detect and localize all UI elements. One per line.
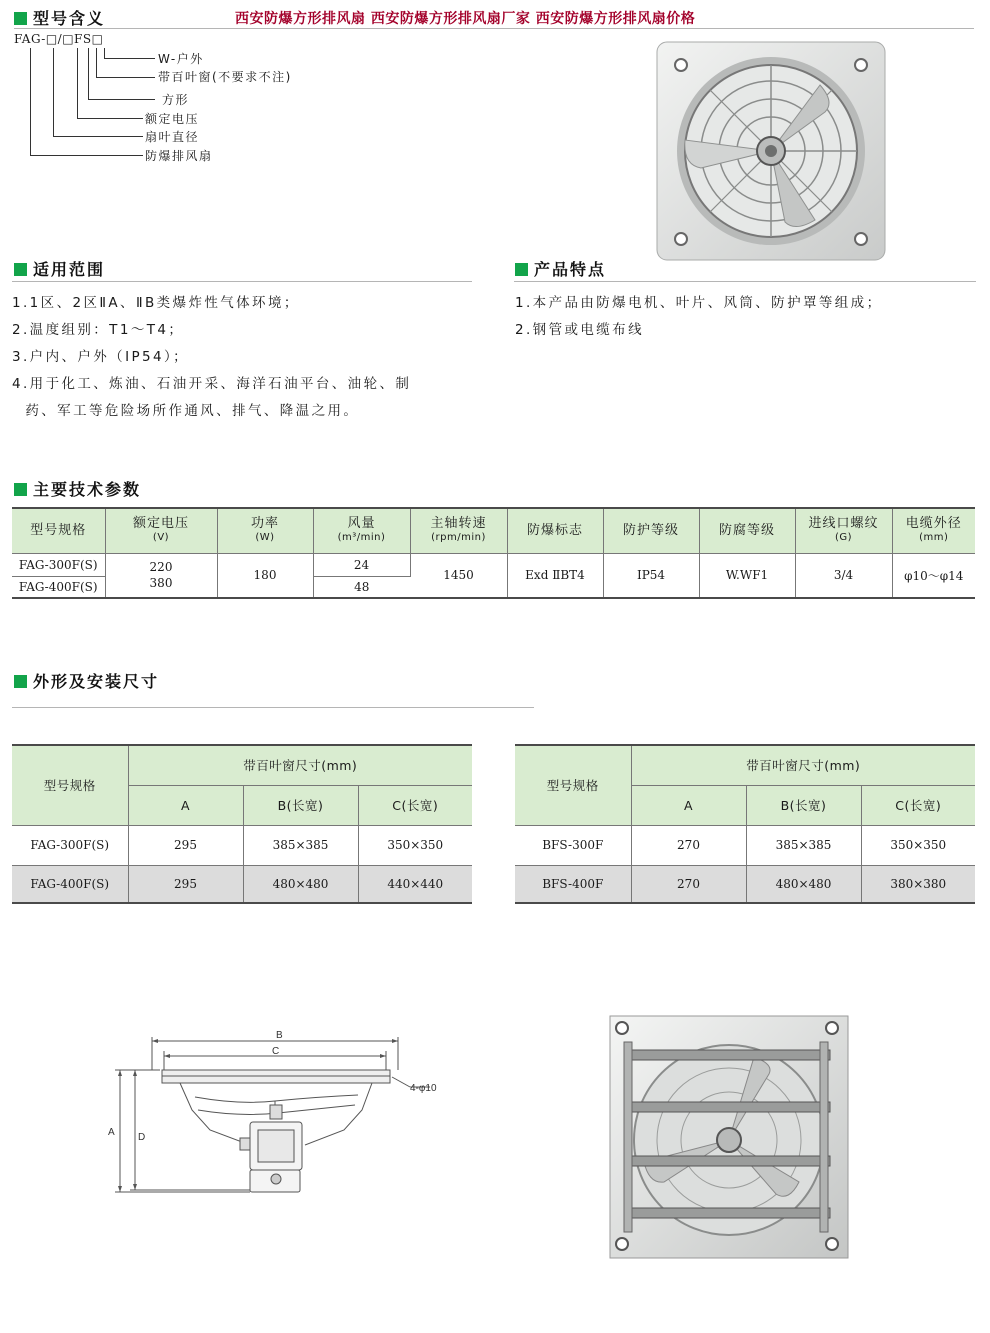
- heading-text: 主要技术参数: [33, 480, 142, 499]
- header-main: 防护等级: [622, 523, 679, 538]
- a-cell: 270: [631, 825, 746, 865]
- dimensions-heading: [14, 669, 159, 692]
- fan-photo-louvered: [604, 1012, 854, 1262]
- dimensions-rule: [12, 707, 534, 708]
- fan-photo-front: [655, 40, 887, 262]
- b-cell: 480×480: [746, 865, 861, 903]
- code-label: 防爆排风扇: [145, 149, 213, 163]
- speed-cell: 1450: [410, 554, 507, 598]
- specs-heading: [14, 477, 141, 500]
- scope-item: 4.用于化工、炼油、石油开采、海洋石油平台、油轮、制: [12, 376, 412, 392]
- model-code: FAG-□/□FS□: [14, 32, 104, 46]
- heading-text: 外形及安装尺寸: [33, 672, 160, 691]
- header-main: 主轴转速: [430, 516, 487, 531]
- code-label: W-户外: [158, 52, 204, 66]
- model-cell: FAG-400F(S): [12, 577, 105, 598]
- green-square-icon: [14, 263, 27, 276]
- code-label: 额定电压: [145, 112, 200, 126]
- c-cell: 380×380: [861, 865, 975, 903]
- header-main: 风量: [347, 516, 376, 531]
- scope-rule: [12, 281, 472, 282]
- dimension-table-right: [515, 744, 975, 904]
- col-header-c: C(长宽): [358, 785, 472, 825]
- col-header-b: B(长宽): [243, 785, 358, 825]
- header-main: 功率: [250, 516, 279, 531]
- scope-item: 1.1区、2区ⅡA、ⅡB类爆炸性气体环境；: [12, 295, 300, 311]
- table-row: [515, 865, 975, 903]
- thread-cell: 3/4: [795, 554, 892, 598]
- table-row: [12, 825, 472, 865]
- heading-text: 产品特点: [534, 260, 607, 279]
- table-row: [12, 865, 472, 903]
- drawing-label-c: C: [272, 1046, 280, 1057]
- anticorrosion-cell: W.WF1: [699, 554, 795, 598]
- voltage-cell: [105, 554, 217, 598]
- spec-col-header: [12, 508, 105, 554]
- table-row: [12, 554, 975, 577]
- code-label: 方形: [162, 93, 190, 107]
- bracket-line: [30, 48, 143, 156]
- voltage-value: 380: [149, 576, 173, 591]
- spec-col-header: [892, 508, 975, 554]
- scope-heading: [14, 257, 105, 280]
- header-sub: (m³/min): [337, 532, 386, 543]
- spec-col-header: [217, 508, 313, 554]
- col-header-c: C(长宽): [861, 785, 975, 825]
- model-cell: BFS-400F: [515, 865, 631, 903]
- drawing-label-d: D: [138, 1132, 146, 1143]
- spec-col-header: [313, 508, 410, 554]
- banner-title: 西安防爆方形排风扇 西安防爆方形排风扇厂家 西安防爆方形排风扇价格: [235, 11, 696, 27]
- ex-mark-cell: Exd ⅡBT4: [507, 554, 603, 598]
- model-cell: FAG-400F(S): [12, 865, 128, 903]
- c-cell: 350×350: [358, 825, 472, 865]
- airflow-cell: 24: [313, 554, 410, 577]
- spec-header-row: [12, 508, 975, 554]
- a-cell: 270: [631, 865, 746, 903]
- top-rule: [14, 28, 974, 29]
- table-row: [515, 825, 975, 865]
- heading-text: 型号含义: [33, 9, 106, 28]
- col-header-a: A: [631, 785, 746, 825]
- voltage-value: 220: [149, 560, 173, 575]
- feature-item: 2.钢管或电缆布线: [515, 322, 644, 338]
- table-row: [515, 745, 975, 785]
- header-main: 防腐等级: [718, 523, 775, 538]
- model-cell: FAG-300F(S): [12, 554, 105, 577]
- spec-table: [12, 507, 975, 599]
- header-main: 型号规格: [30, 523, 87, 538]
- model-meaning-heading: [14, 6, 105, 29]
- header-sub: (mm): [919, 532, 949, 543]
- ip-cell: IP54: [603, 554, 699, 598]
- drawing-label-a: A: [108, 1127, 115, 1138]
- model-header: 型号规格: [12, 745, 128, 825]
- dimension-table-left: [12, 744, 472, 904]
- header-main: 防爆标志: [526, 523, 583, 538]
- c-cell: 350×350: [861, 825, 975, 865]
- scope-item: 2.温度组别：T1～T4；: [12, 322, 185, 338]
- scope-item: 药、军工等危险场所作通风、排气、降温之用。: [12, 403, 360, 419]
- col-header-b: B(长宽): [746, 785, 861, 825]
- features-rule: [514, 281, 976, 282]
- group-header: 带百叶窗尺寸(mm): [631, 745, 975, 785]
- heading-text: 适用范围: [33, 260, 106, 279]
- cable-cell: φ10～φ14: [892, 554, 975, 598]
- model-header: 型号规格: [515, 745, 631, 825]
- power-cell: 180: [217, 554, 313, 598]
- feature-item: 1.本产品由防爆电机、叶片、风筒、防护罩等组成；: [515, 295, 883, 311]
- model-cell: BFS-300F: [515, 825, 631, 865]
- header-sub: (G): [834, 532, 853, 543]
- b-cell: 480×480: [243, 865, 358, 903]
- spec-col-header: [507, 508, 603, 554]
- group-header: 带百叶窗尺寸(mm): [128, 745, 472, 785]
- code-label: 扇叶直径: [145, 130, 200, 144]
- green-square-icon: [14, 483, 27, 496]
- features-heading: [515, 257, 606, 280]
- drawing-label-holes: 4-φ10: [410, 1083, 437, 1094]
- table-row: [12, 745, 472, 785]
- airflow-cell: 48: [313, 577, 410, 598]
- header-main: 进线口螺纹: [808, 516, 879, 531]
- c-cell: 440×440: [358, 865, 472, 903]
- spec-col-header: [795, 508, 892, 554]
- code-label: 带百叶窗(不要求不注): [158, 70, 292, 84]
- a-cell: 295: [128, 865, 243, 903]
- green-square-icon: [14, 12, 27, 25]
- drawing-label-b: B: [276, 1030, 283, 1041]
- green-square-icon: [14, 675, 27, 688]
- spec-col-header: [699, 508, 795, 554]
- spec-col-header: [603, 508, 699, 554]
- header-sub: (rpm/min): [431, 532, 486, 543]
- header-sub: (V): [152, 532, 170, 543]
- header-sub: (W): [255, 532, 275, 543]
- spec-col-header: [410, 508, 507, 554]
- model-cell: FAG-300F(S): [12, 825, 128, 865]
- scope-item: 3.户内、户外（IP54）；: [12, 349, 190, 365]
- spec-col-header: [105, 508, 217, 554]
- header-main: 电缆外径: [905, 516, 962, 531]
- header-main: 额定电压: [132, 516, 189, 531]
- b-cell: 385×385: [243, 825, 358, 865]
- col-header-a: A: [128, 785, 243, 825]
- b-cell: 385×385: [746, 825, 861, 865]
- a-cell: 295: [128, 825, 243, 865]
- green-square-icon: [515, 263, 528, 276]
- installation-drawing: [100, 1025, 460, 1210]
